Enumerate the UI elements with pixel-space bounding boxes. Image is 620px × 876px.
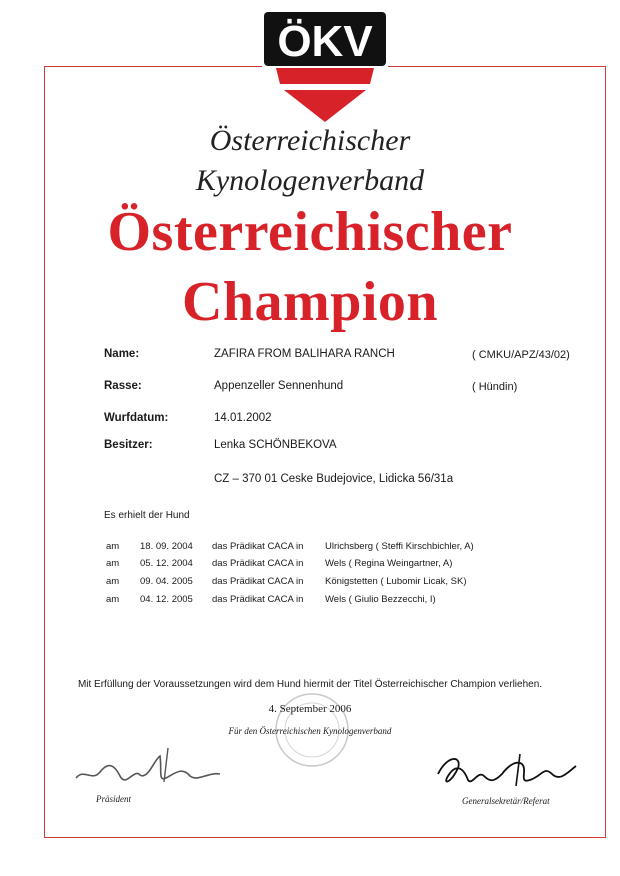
award-row [106,594,526,608]
award-title: das Prädikat CACA in [212,594,304,605]
award-place: Wels ( Regina Weingartner, A) [325,558,453,569]
award-am: am [106,541,120,552]
award-row [106,576,526,590]
owner-name: Lenka SCHÖNBEKOVA [214,439,337,451]
owner-label: Besitzer: [104,439,153,451]
name-value: ZAFIRA FROM BALIHARA RANCH [214,348,395,360]
award-row [106,558,526,572]
breed-label: Rasse: [104,380,142,392]
issued-for: Für den Österreichischen Kynologenverband [228,726,392,736]
svg-text:ÖKV: ÖKV [277,17,373,66]
title-line2: Champion [181,271,439,333]
award-am: am [106,594,120,605]
awards-intro: Es erhielt der Hund [104,510,190,521]
award-place: Königstetten ( Lubomir Licak, SK) [325,576,467,587]
issue-date: 4. September 2006 [268,703,352,715]
breed-value: Appenzeller Sennenhund [214,380,344,392]
award-place: Ulrichsberg ( Steffi Kirschbichler, A) [325,541,474,552]
president-signature-icon [70,742,230,792]
award-title: das Prädikat CACA in [212,576,304,587]
birthdate-label: Wurfdatum: [104,412,169,424]
owner-address: CZ – 370 01 Ceske Budejovice, Lidicka 56/31a [214,473,454,485]
award-am: am [106,576,120,587]
award-title: das Prädikat CACA in [212,558,304,569]
award-am: am [106,558,120,569]
award-row [106,541,526,555]
award-title: das Prädikat CACA in [212,541,304,552]
okv-logo [262,10,388,122]
secretary-role: Generalsekretär/Referat [462,796,550,806]
award-date: 18. 09. 2004 [140,541,193,552]
birthdate-value: 14.01.2002 [214,412,272,424]
name-label: Name: [104,348,140,360]
title-line1: Österreichischer [107,201,513,263]
president-role: Präsident [96,794,131,804]
registration-number: ( CMKU/APZ/43/02) [472,349,570,361]
organization-line2: Kynologenverband [195,164,425,197]
award-date: 05. 12. 2004 [140,558,193,569]
award-date: 09. 04. 2005 [140,576,193,587]
organization-line1: Österreichischer [209,124,411,157]
award-date: 04. 12. 2005 [140,594,193,605]
award-place: Wels ( Giulio Bezzecchi, I) [325,594,436,605]
secretary-signature-icon [432,746,582,798]
confirmation-text: Mit Erfüllung der Voraussetzungen wird dem Hund hiermit der Titel Österreichischer Champion verliehen. [77,679,543,690]
sex-value: ( Hündin) [472,381,518,393]
